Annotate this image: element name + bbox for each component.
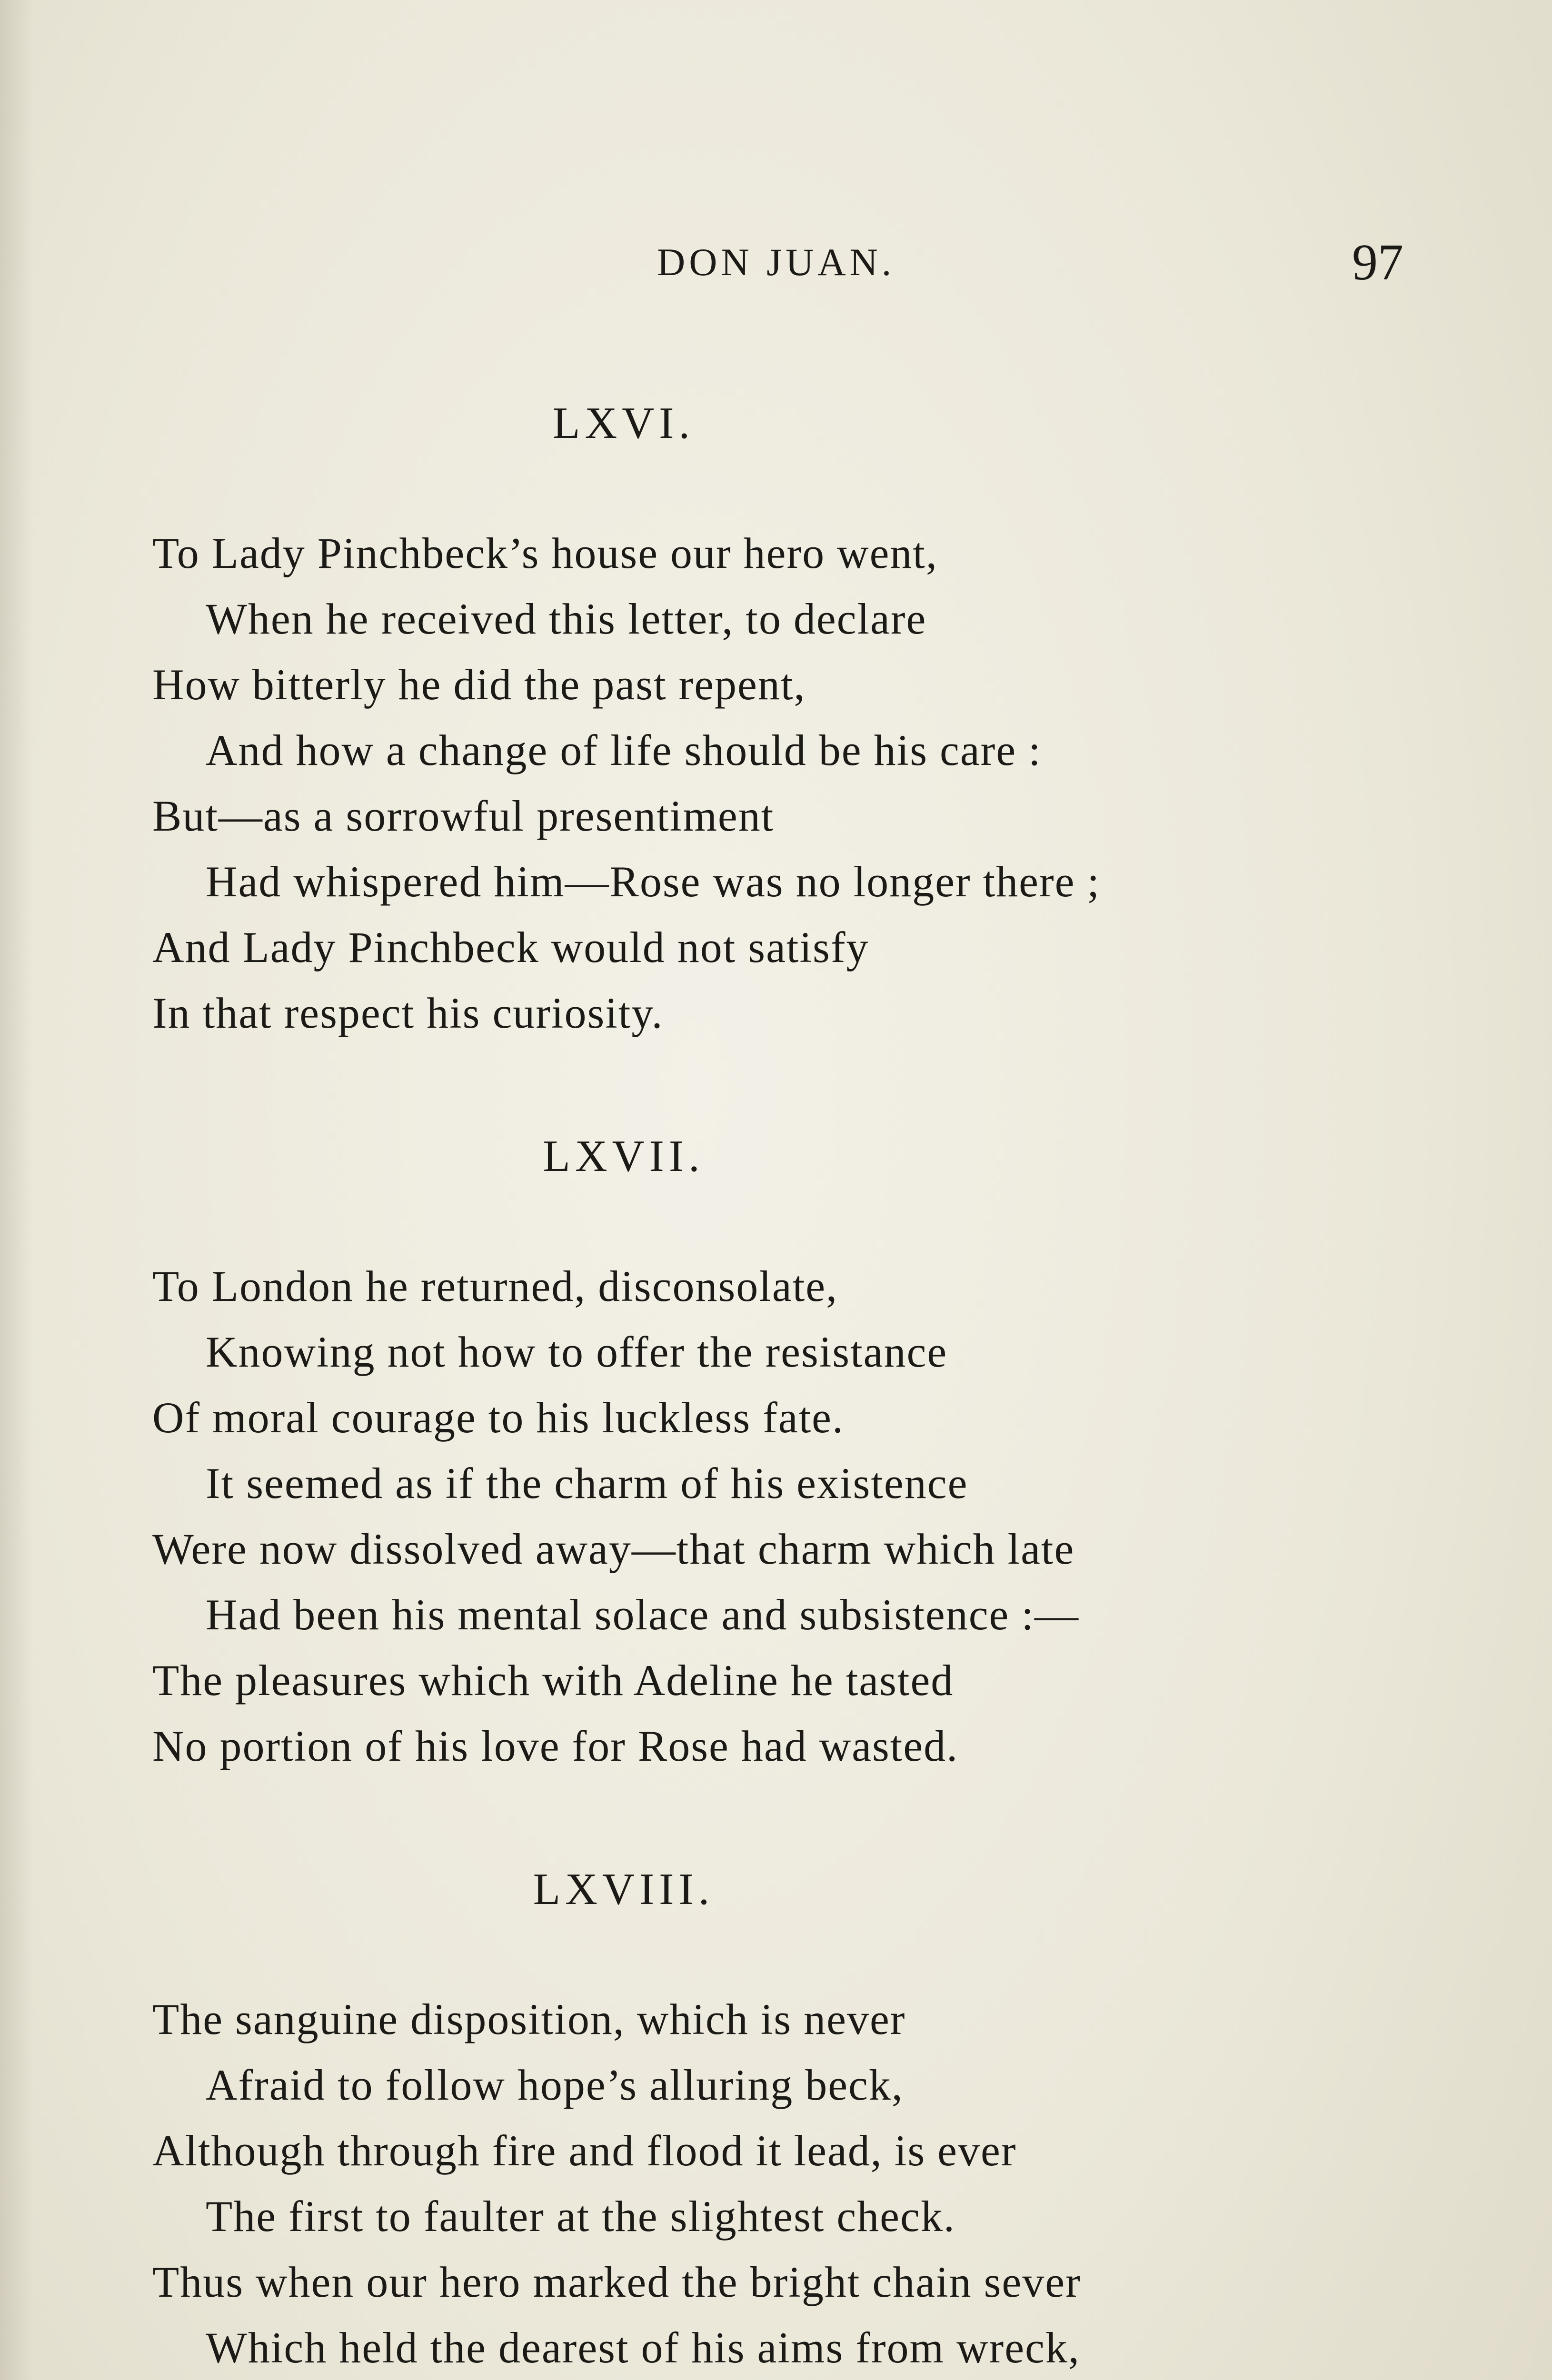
- verse-line: The pleasures which with Adeline he tasted: [152, 1656, 954, 1705]
- verse-line: The sanguine disposition, which is never: [152, 1995, 906, 2043]
- verse-line: To London he returned, disconsolate,: [152, 1262, 838, 1310]
- verse-line: Had whispered him—Rose was no longer there ;: [206, 857, 1101, 906]
- verse-line: The first to faulter at the slightest check.: [206, 2192, 955, 2241]
- verse-line: To Lady Pinchbeck’s house our hero went,: [152, 529, 938, 577]
- verse-line: And Lady Pinchbeck would not satisfy: [152, 923, 869, 972]
- verse-line: No portion of his love for Rose had wasted.: [152, 1722, 959, 1770]
- verse-line: And how a change of life should be his care :: [206, 726, 1042, 774]
- stanza-number: LXVII.: [543, 1131, 705, 1181]
- running-title: DON JUAN.: [657, 240, 895, 284]
- verse-line: Knowing not how to offer the resistance: [206, 1328, 948, 1376]
- stanza-lxvii: [152, 1130, 1343, 1779]
- verse-line: Afraid to follow hope’s alluring beck,: [206, 2061, 904, 2109]
- verse-line: Of moral courage to his luckless fate.: [152, 1393, 844, 1442]
- verse-line: Had been his mental solace and subsistence :—: [206, 1590, 1079, 1639]
- verse-line: Thus when our hero marked the bright chain sever: [152, 2258, 1081, 2306]
- stanza-number: LXVIII.: [533, 1864, 715, 1914]
- verse-line: But—as a sorrowful presentiment: [152, 792, 775, 840]
- verse-line: Which held the dearest of his aims from wreck,: [206, 2323, 1080, 2372]
- verse-line: Although through fire and flood it lead, is ever: [152, 2126, 1017, 2175]
- verse-line: In that respect his curiosity.: [152, 989, 664, 1037]
- stanza-lxvi: [152, 397, 1343, 1046]
- stanza-number: LXVI.: [553, 398, 695, 448]
- stanza-lxviii: [152, 1864, 1343, 2380]
- verse-line: When he received this letter, to declare: [206, 595, 927, 643]
- verse-line: How bitterly he did the past repent,: [152, 660, 806, 709]
- page-edge-shadow: [0, 0, 33, 2380]
- page-number: 97: [1352, 234, 1403, 291]
- verse-line: Were now dissolved away—that charm which late: [152, 1525, 1075, 1573]
- running-head: [0, 233, 1552, 291]
- verse-line: It seemed as if the charm of his existence: [206, 1459, 968, 1507]
